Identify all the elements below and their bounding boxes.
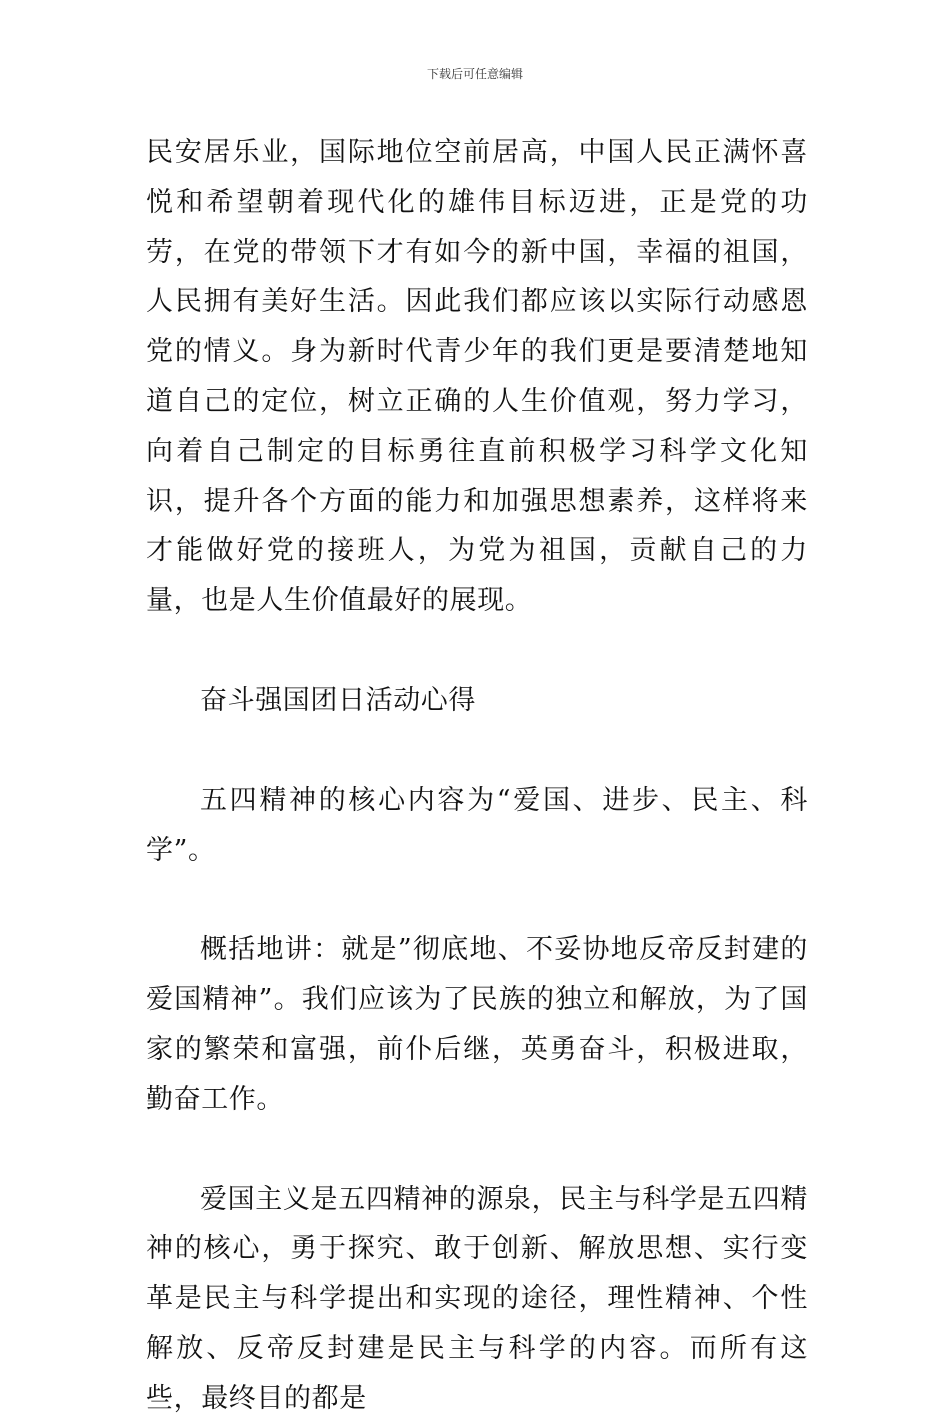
paragraph-continuation: 民安居乐业，国际地位空前居高，中国人民正满怀喜悦和希望朝着现代化的雄伟目标迈进，正是党的功劳，在党的带领下才有如今的新中国，幸福的祖国，人民拥有美好生活。因此我们都应该以实际行动感恩党的情义。身为新时代青少年的我们更是要清楚地知道自己的定位，树立正确的人生价值观，努力学习，向着自己制定的目标勇往直前积极学习科学文化知识，提升各个方面的能力和加强思想素养，这样将来才能做好党的接班人，为党为祖国，贡献自己的力量，也是人生价值最好的展现。: [146, 137, 808, 617]
paragraph-patriotism: 爱国主义是五四精神的源泉，民主与科学是五四精神的核心，勇于探究、敢于创新、解放思想、实行变革是民主与科学提出和实现的途径，理性精神、个性解放、反帝反封建是民主与科学的内容。而所有这些，最终目的都是: [146, 1183, 808, 1414]
section-title: 奋斗强国团日活动心得: [200, 684, 476, 716]
page-header-note: 下载后可任意编辑: [426, 67, 523, 81]
paragraph-core-content: 五四精神的核心内容为“爱国、进步、民主、科学”。: [146, 784, 808, 866]
paragraph-summary: 概括地讲：就是”彻底地、不妥协地反帝反封建的爱国精神”。我们应该为了民族的独立和解放，为了国家的繁荣和富强，前仆后继，英勇奋斗，积极进取，勤奋工作。: [146, 934, 808, 1115]
document-body: [146, 128, 808, 1424]
